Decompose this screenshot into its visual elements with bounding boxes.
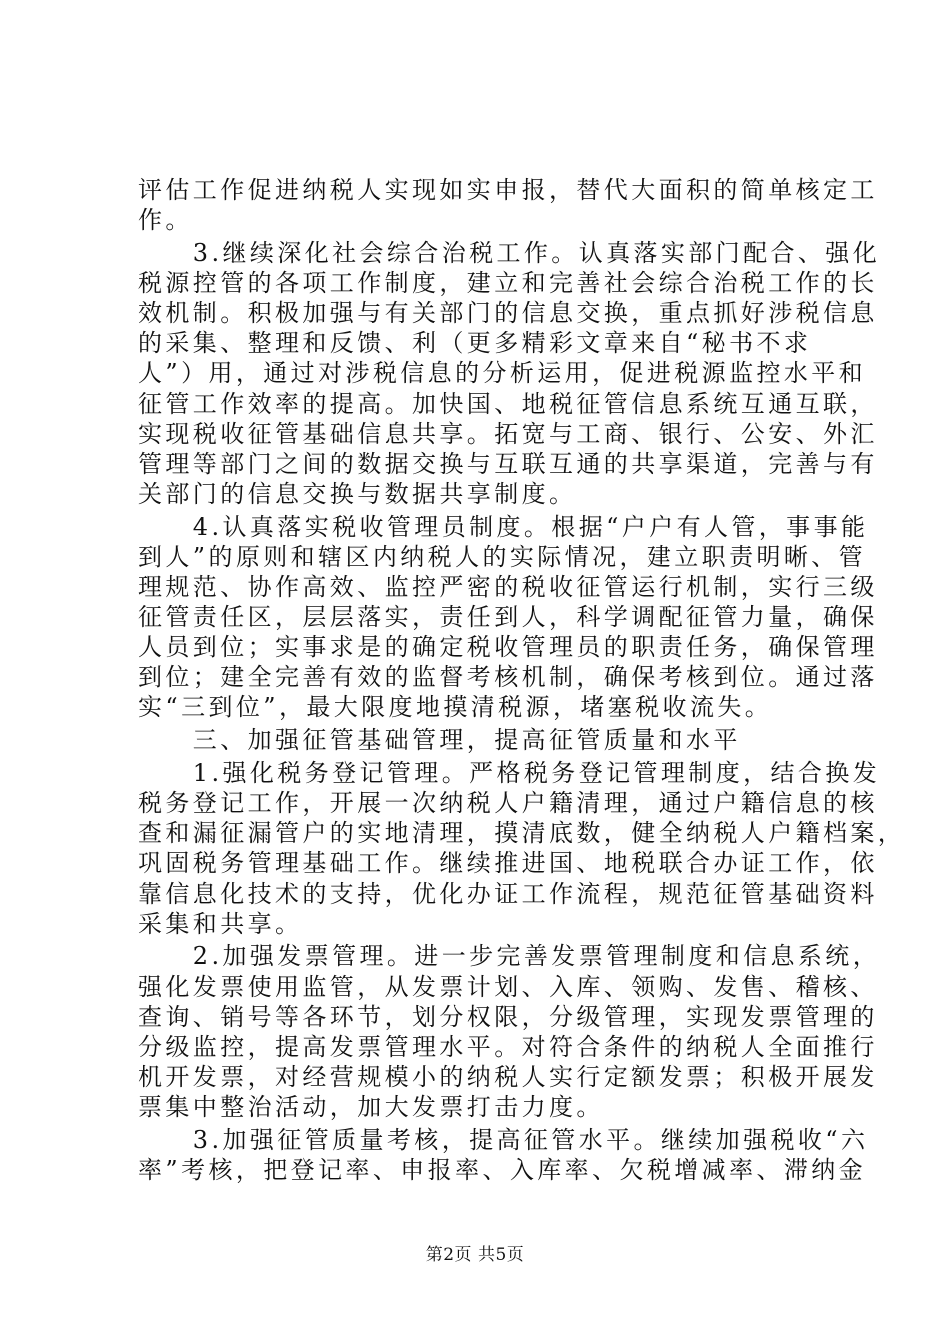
text-line: 3.继续深化社会综合治税工作。认真落实部门配合、强化 [138,239,881,267]
text-line: 的采集、整理和反馈、利（更多精彩文章来自“秘书不求 [138,329,812,357]
text-line: 人员到位；实事求是的确定税收管理员的职责任务，确保管理 [138,633,878,661]
text-line: 率”考核，把登记率、申报率、入库率、欠税增减率、滞纳金 [138,1156,867,1184]
text-line: 税务登记工作，开展一次纳税人户籍清理，通过户籍信息的核 [138,789,878,817]
text-line: 票集中整治活动，加大发票打击力度。 [138,1093,604,1121]
text-line: 靠信息化技术的支持，优化办证工作流程，规范征管基础资料 [138,880,878,908]
text-line: 巩固税务管理基础工作。继续推进国、地税联合办证工作，依 [138,849,878,877]
text-line: 3.加强征管质量考核，提高征管水平。继续加强税收“六 [138,1126,869,1154]
text-line: 实现税收征管基础信息共享。拓宽与工商、银行、公安、外汇 [138,420,878,448]
text-line: 查和漏征漏管户的实地清理，摸清底数，健全纳税人户籍档案， [138,819,906,847]
text-line: 采集和共享。 [138,910,303,938]
text-line: 关部门的信息交换与数据共享制度。 [138,480,577,508]
text-line: 分级监控，提高发票管理水平。对符合条件的纳税人全面推行 [138,1033,878,1061]
text-line: 4.认真落实税收管理员制度。根据“户户有人管，事事能 [138,513,869,541]
text-line: 2.加强发票管理。进一步完善发票管理制度和信息系统， [138,942,881,970]
text-line: 税源控管的各项工作制度，建立和完善社会综合治税工作的长 [138,269,878,297]
text-line: 强化发票使用监管，从发票计划、入库、领购、发售、稽核、 [138,973,878,1001]
text-line: 征管责任区，层层落实，责任到人，科学调配征管力量，确保 [138,603,878,631]
text-line: 作。 [138,206,193,234]
text-line: 查询、销号等各环节，划分权限，分级管理，实现发票管理的 [138,1003,878,1031]
text-line: 到位；建全完善有效的监督考核机制，确保考核到位。通过落 [138,663,878,691]
text-line: 效机制。积极加强与有关部门的信息交换，重点抓好涉税信息 [138,299,878,327]
section-heading: 三、加强征管基础管理，提高征管质量和水平 [138,726,741,754]
text-line: 人”）用，通过对涉税信息的分析运用，促进税源监控水平和 [138,359,867,387]
text-line: 理规范、协作高效、监控严密的税收征管运行机制，实行三级 [138,573,878,601]
text-line: 实“三到位”，最大限度地摸清税源，堵塞税收流失。 [138,693,773,721]
text-line: 管理等部门之间的数据交换与互联互通的共享渠道，完善与有 [138,450,878,478]
text-line: 机开发票，对经营规模小的纳税人实行定额发票；积极开展发 [138,1063,878,1091]
text-line: 评估工作促进纳税人实现如实申报，替代大面积的简单核定工 [138,176,878,204]
text-line: 1.强化税务登记管理。严格税务登记管理制度，结合换发 [138,759,881,787]
text-line: 征管工作效率的提高。加快国、地税征管信息系统互通互联， [138,390,878,418]
page-footer: 第2页 共5页 [425,1245,525,1265]
text-line: 到人”的原则和辖区内纳税人的实际情况，建立职责明晰、管 [138,543,867,571]
